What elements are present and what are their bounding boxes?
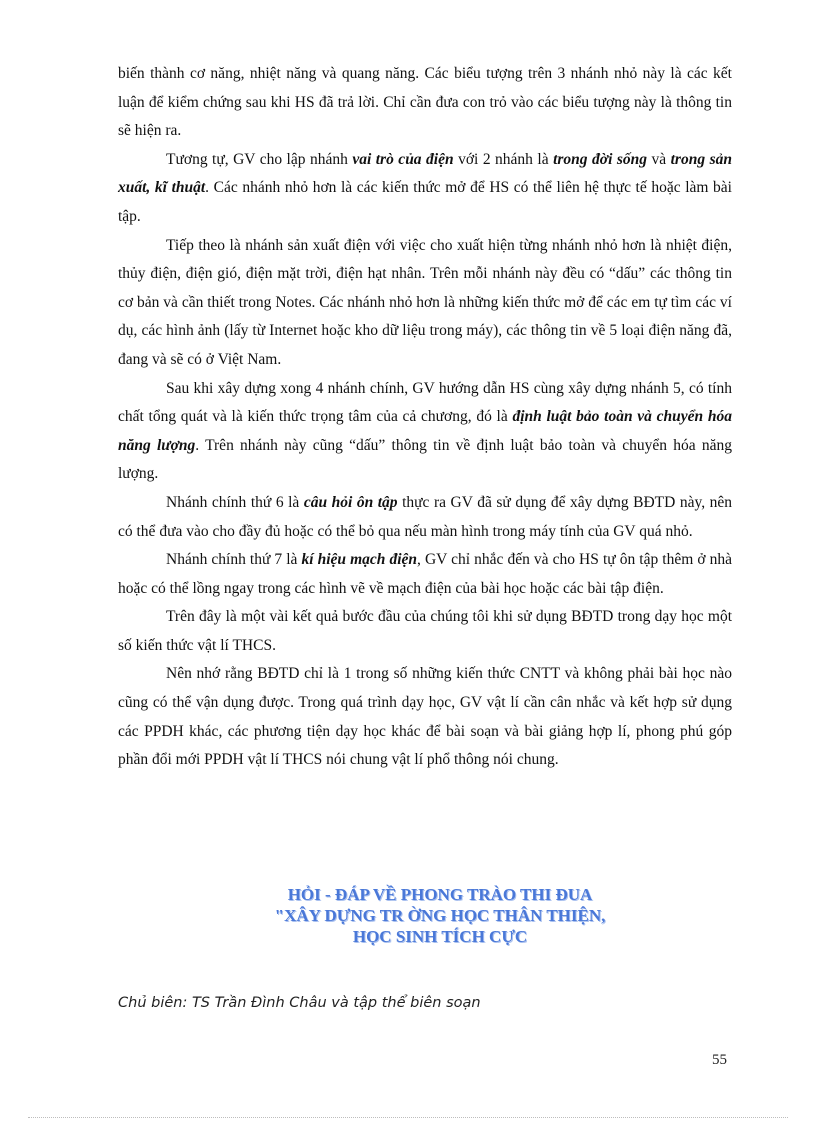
text-run: Tương tự, GV cho lập nhánh bbox=[166, 150, 353, 168]
paragraph bbox=[118, 603, 732, 660]
emphasis-run: vai trò của điện bbox=[352, 150, 454, 168]
footer-divider bbox=[28, 1117, 788, 1118]
text-run: Sau khi xây dựng xong 4 nhánh chính, GV hướng dẫn HS cùng xây dựng nhánh 5, có tính chất tổng quát và là kiến thức trọng tâm của cả chương, đó là bbox=[118, 379, 732, 426]
text-run: . Trên nhánh này cũng “dấu” thông tin về định luật bảo toàn và chuyển hóa năng lượng. bbox=[118, 436, 732, 483]
emphasis-run: kí hiệu mạch điện bbox=[301, 551, 418, 569]
paragraph bbox=[118, 489, 732, 546]
text-run: Nhánh chính thứ 7 là bbox=[166, 551, 302, 569]
section-heading bbox=[190, 884, 690, 947]
emphasis-run: định luật bảo toàn và chuyển hóa năng lượng bbox=[118, 408, 732, 454]
heading-line-2: "XÂY DỰNG TR ỜNG HỌC THÂN THIỆN, bbox=[274, 906, 606, 925]
text-run: . Các nhánh nhỏ hơn là các kiến thức mở để HS có thể liên hệ thực tế hoặc làm bài tập. bbox=[118, 179, 732, 225]
emphasis-run: trong sản xuất, kĩ thuật bbox=[118, 150, 732, 197]
text-run: với 2 nhánh là bbox=[453, 150, 554, 168]
body-text bbox=[118, 60, 732, 775]
text-run: , GV chỉ nhắc đến và cho HS tự ôn tập thêm ở nhà hoặc có thể lồng ngay trong các hình vẽ về mạch điện của bài học hoặc các bài tập điện. bbox=[118, 551, 732, 597]
heading-line-3: HỌC SINH TÍCH CỰC bbox=[352, 927, 528, 946]
text-run: và bbox=[647, 150, 671, 168]
emphasis-run: câu hỏi ôn tập bbox=[303, 493, 398, 511]
text-run: Nên nhớ rằng BĐTD chỉ là 1 trong số những kiến thức CNTT và không phải bài học nào cũng có thể vận dụng được. Trong quá trình dạy học, GV vật lí cần cân nhắc và kết hợp sử dụng các PPDH khác, các phương tiện dạy học khác để bài soạn và bài giảng hợp lí, phong phú góp phần đổi mới PPDH vật lí THCS nói chung vật lí phổ thông nói chung. bbox=[118, 665, 732, 769]
text-run: biến thành cơ năng, nhiệt năng và quang năng. Các biểu tượng trên 3 nhánh nhỏ này là các kết luận để kiểm chứng sau khi HS đã trả lời. Chỉ cần đưa con trỏ vào các biểu tượng này là thông tin sẽ hiện ra. bbox=[118, 65, 732, 140]
emphasis-run: trong đời sống bbox=[553, 150, 648, 168]
paragraph bbox=[118, 60, 732, 146]
paragraph bbox=[118, 232, 732, 375]
paragraph bbox=[118, 146, 732, 232]
text-run: Tiếp theo là nhánh sản xuất điện với việc cho xuất hiện từng nhánh nhỏ hơn là nhiệt điện, thủy điện, điện gió, điện mặt trời, điện hạt nhân. Trên mỗi nhánh này đều có “dấu” các thông tin cơ bản và cần thiết trong Notes. Các nhánh nhỏ hơn là những kiến thức mở để các em tự tìm các ví dụ, các hình ảnh (lấy từ Internet hoặc kho dữ liệu trong máy), các thông tin về 5 loại điện năng đã, đang và sẽ có ở Việt Nam. bbox=[118, 236, 732, 368]
paragraph bbox=[118, 375, 732, 489]
text-run: Trên đây là một vài kết quả bước đầu của chúng tôi khi sử dụng BĐTD trong dạy học một số kiến thức vật lí THCS. bbox=[118, 608, 732, 654]
text-run: Nhánh chính thứ 6 là bbox=[166, 493, 304, 511]
text-run: thực ra GV đã sử dụng để xây dựng BĐTD này, nên có thể đưa vào cho đầy đủ hoặc có thể bỏ qua nếu màn hình trong máy tính của GV quá nhỏ. bbox=[118, 493, 733, 540]
editor-credit: Chủ biên: TS Trần Đình Châu và tập thể biên soạn bbox=[118, 995, 481, 1011]
page-number: 55 bbox=[712, 1052, 727, 1068]
paragraph bbox=[118, 546, 732, 603]
paragraph bbox=[118, 660, 732, 774]
heading-line-1: HỎI - ĐÁP VỀ PHONG TRÀO THI ĐUA bbox=[287, 885, 593, 904]
